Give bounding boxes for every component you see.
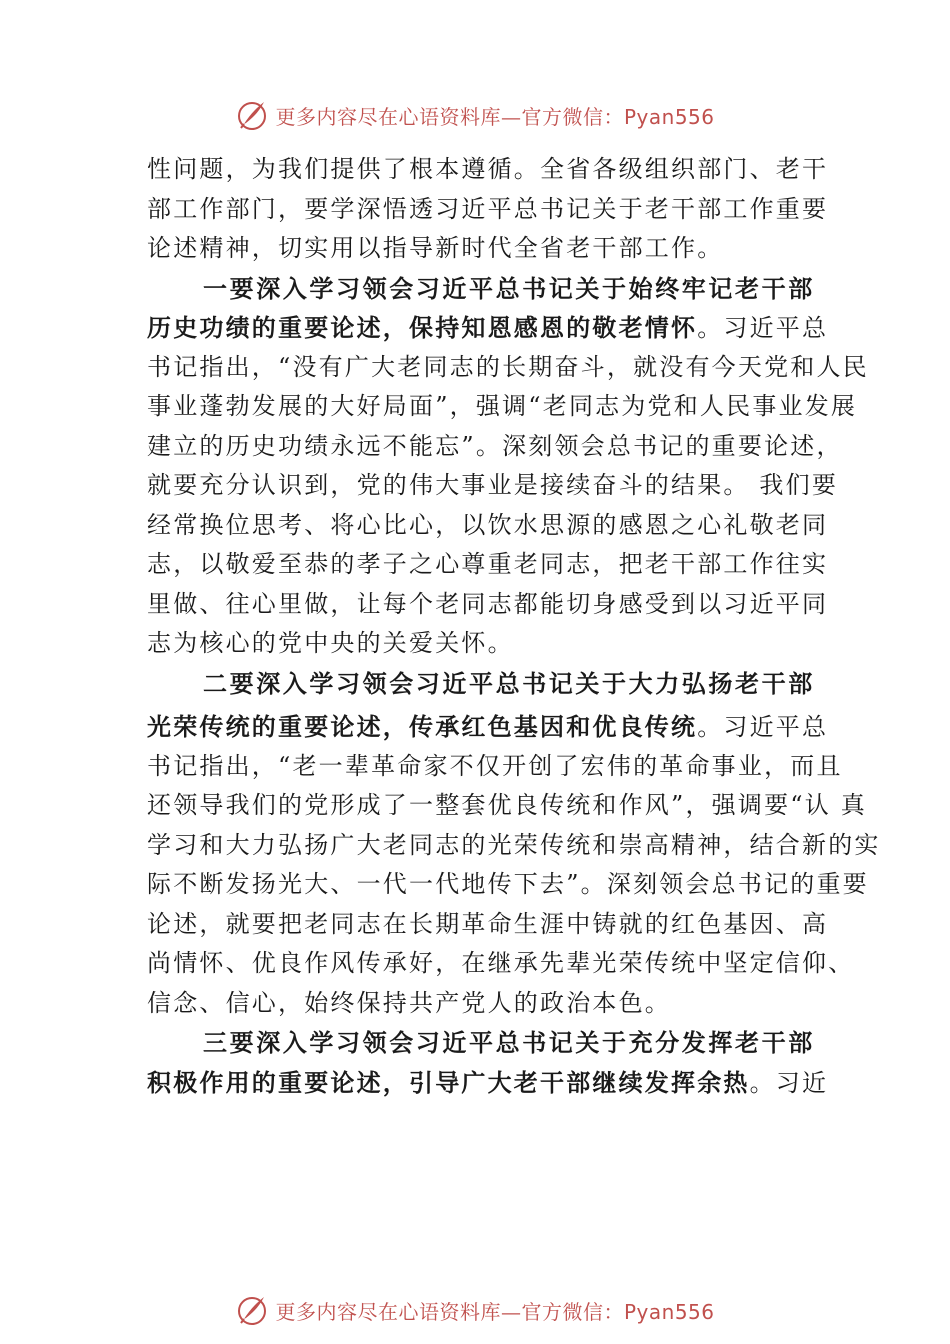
document-body [147,150,881,1102]
section-heading-3: 三要深入学习领会习近平总书记关于充分发挥老干部 [203,1028,815,1057]
text-line: 论述精神，切实用以指导新时代全省老干部工作。 [147,234,724,262]
text-line: 建立的历史功绩永远不能忘”。深刻领会总书记的重要论述， [147,431,843,460]
text-line: 经常换位思考、将心比心，以饮水思源的感恩之心礼敬老同 [147,510,829,539]
text-line: 学习和大力弘扬广大老同志的光荣传统和崇高精神，结合新的实 [147,830,881,859]
section-heading-2-cont: 光荣传统的重要论述，传承红色基因和优良传统 [147,712,698,741]
watermark-wechat-label: 官方微信： [521,1299,624,1324]
text-line: 信念、信心，始终保持共产党人的政治本色。 [147,988,671,1017]
text-line: 书记指出，“老一辈革命家不仅开创了宏伟的革命事业，而且 [147,751,843,780]
text-span: 。习近平总 [697,713,829,741]
text-line [147,1063,829,1103]
text-line: 志，以敬爱至恭的孝子之心尊重老同志，把老干部工作往实 [147,550,829,578]
text-line: 志为核心的党中央的关爱关怀。 [147,629,514,657]
section-heading-1: 一要深入学习领会习近平总书记关于始终牢记老干部 [203,273,815,303]
watermark-brand: 更多内容尽在心语资料库 [275,1299,501,1324]
text-line [147,707,829,747]
watermark-dash: — [500,104,522,129]
watermark-text [275,101,714,130]
watermark-wechat-label: 官方微信： [521,104,624,129]
text-line: 就要充分认识到，党的伟大事业是接续奋斗的结果。 我们要 [147,471,839,499]
text-span: 。习近平总 [697,314,829,342]
text-line: 部工作部门，要学深悟透习近平总书记关于老干部工作重要 [147,194,829,223]
text-line [147,308,829,348]
text-line: 论述，就要把老同志在长期革命生涯中铸就的红色基因、高 [147,909,829,938]
text-line: 事业蓬勃发展的大好局面”，强调“老同志为党和人民事业发展 [147,392,858,420]
watermark-text [275,1296,714,1325]
quill-logo-icon [235,98,269,132]
text-span: 。习近 [749,1068,829,1097]
text-line: 性问题，为我们提供了根本遵循。全省各级组织部门、老干 [147,155,829,183]
text-line: 还领导我们的党形成了一整套优良传统和作风”，强调要“认 真 [147,791,867,819]
section-heading-2: 二要深入学习领会习近平总书记关于大力弘扬老干部 [203,668,815,698]
text-line: 尚情怀、优良作风传承好，在继承先辈光荣传统中坚定信仰、 [147,949,855,977]
text-line: 书记指出，“没有广大老同志的长期奋斗，就没有今天党和人民 [147,352,869,381]
text-line: 里做、往心里做，让每个老同志都能切身感受到以习近平同 [147,589,829,618]
watermark-dash: — [500,1299,522,1324]
watermark-wechat-id: Pyan556 [623,104,715,129]
footer-watermark [0,1290,950,1330]
quill-logo-icon [235,1293,269,1327]
section-heading-1-cont: 历史功绩的重要论述，保持知恩感恩的敬老情怀 [147,313,698,342]
watermark-wechat-id: Pyan556 [623,1299,715,1324]
text-line: 际不断发扬光大、一代一代地传下去”。深刻领会总书记的重要 [147,870,869,898]
watermark-brand: 更多内容尽在心语资料库 [275,104,501,129]
header-watermark [0,95,950,135]
section-heading-3-cont: 积极作用的重要论述，引导广大老干部继续发挥余热 [147,1067,750,1097]
